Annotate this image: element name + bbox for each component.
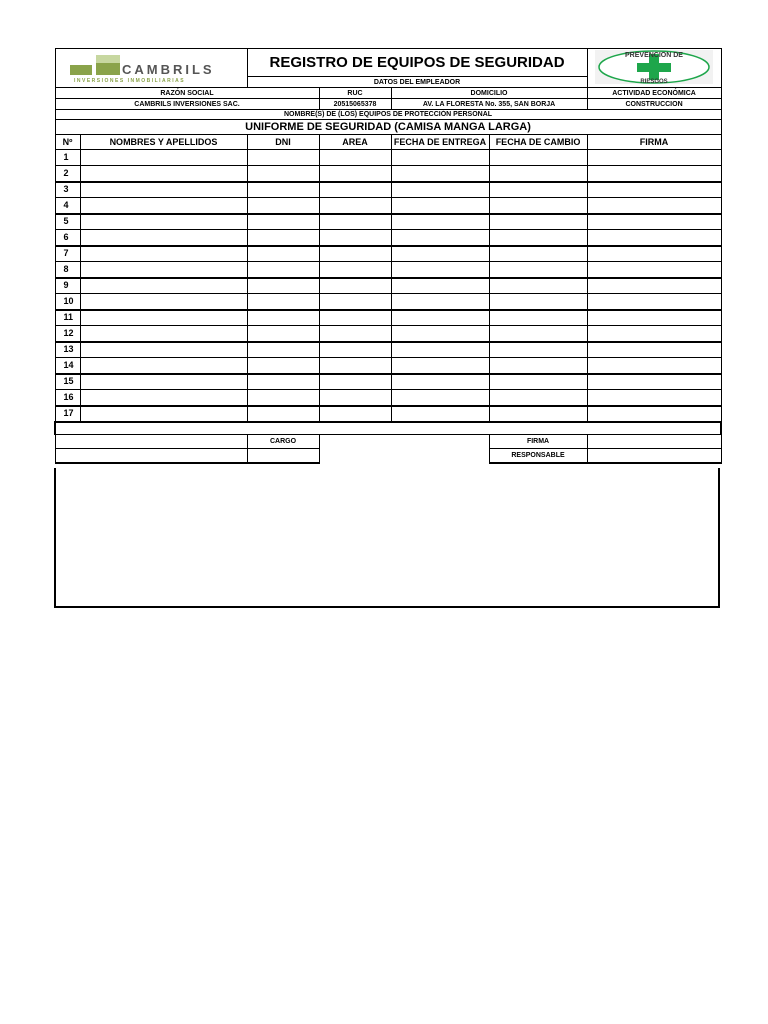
prevention-logo	[587, 49, 721, 88]
ruc-value: 20515065378	[319, 99, 391, 110]
cell-area[interactable]	[319, 246, 391, 262]
cell-area[interactable]	[319, 182, 391, 198]
signature-area-right-border	[718, 468, 720, 608]
company-logo	[55, 49, 247, 88]
row-number: 1	[55, 150, 80, 166]
cell-area[interactable]	[319, 294, 391, 310]
cell-nombres[interactable]	[80, 310, 247, 326]
footer-gap	[319, 435, 489, 449]
cell-firma[interactable]	[587, 150, 721, 166]
cell-fecha-cambio[interactable]	[489, 294, 587, 310]
row-number: 12	[55, 326, 80, 342]
spacer-row	[55, 422, 721, 435]
row-number: 5	[55, 214, 80, 230]
row-number: 10	[55, 294, 80, 310]
row-number: 14	[55, 358, 80, 374]
cell-area[interactable]	[319, 374, 391, 390]
cell-nombres[interactable]	[80, 374, 247, 390]
cell-fecha-entrega[interactable]	[391, 166, 489, 182]
row-number: 11	[55, 310, 80, 326]
table-row	[55, 246, 721, 262]
registro-sheet	[54, 48, 720, 464]
cell-fecha-cambio[interactable]	[489, 390, 587, 406]
cell-area[interactable]	[319, 262, 391, 278]
col-header-nombres: NOMBRES Y APELLIDOS	[80, 135, 247, 150]
razon-social-value: CAMBRILS INVERSIONES SAC.	[55, 99, 319, 110]
cell-fecha-cambio[interactable]	[489, 374, 587, 390]
cell-dni[interactable]	[247, 310, 319, 326]
cell-dni[interactable]	[247, 150, 319, 166]
cell-firma[interactable]	[587, 406, 721, 422]
table-row	[55, 326, 721, 342]
prevention-top-text: PREVENCION DE	[625, 52, 684, 59]
cell-fecha-cambio[interactable]	[489, 230, 587, 246]
cell-fecha-cambio[interactable]	[489, 246, 587, 262]
row-number: 17	[55, 406, 80, 422]
cell-dni[interactable]	[247, 390, 319, 406]
cell-nombres[interactable]	[80, 342, 247, 358]
cell-fecha-entrega[interactable]	[391, 406, 489, 422]
table-row	[55, 358, 721, 374]
cell-firma[interactable]	[587, 166, 721, 182]
footer-name-cell-2[interactable]	[55, 449, 247, 463]
cell-firma[interactable]	[587, 230, 721, 246]
cell-fecha-cambio[interactable]	[489, 166, 587, 182]
table-row	[55, 182, 721, 198]
cell-firma[interactable]	[587, 358, 721, 374]
actividad-header: ACTIVIDAD ECONÓMICA	[587, 88, 721, 99]
table-row	[55, 342, 721, 358]
cell-fecha-entrega[interactable]	[391, 326, 489, 342]
signature-area-bottom-border	[54, 606, 720, 608]
cell-fecha-cambio[interactable]	[489, 342, 587, 358]
cell-fecha-entrega[interactable]	[391, 262, 489, 278]
table-row	[55, 374, 721, 390]
cell-area[interactable]	[319, 406, 391, 422]
cell-fecha-entrega[interactable]	[391, 310, 489, 326]
cell-fecha-cambio[interactable]	[489, 262, 587, 278]
cell-fecha-entrega[interactable]	[391, 390, 489, 406]
cell-fecha-cambio[interactable]	[489, 150, 587, 166]
cell-dni[interactable]	[247, 214, 319, 230]
cell-fecha-entrega[interactable]	[391, 358, 489, 374]
cell-area[interactable]	[319, 326, 391, 342]
row-number: 2	[55, 166, 80, 182]
ruc-header: RUC	[319, 88, 391, 99]
cell-area[interactable]	[319, 230, 391, 246]
cell-dni[interactable]	[247, 166, 319, 182]
cell-nombres[interactable]	[80, 406, 247, 422]
cell-dni[interactable]	[247, 198, 319, 214]
cell-fecha-entrega[interactable]	[391, 230, 489, 246]
row-number: 15	[55, 374, 80, 390]
row-number: 3	[55, 182, 80, 198]
table-row	[55, 294, 721, 310]
table-row	[55, 198, 721, 214]
row-number: 8	[55, 262, 80, 278]
cell-firma[interactable]	[587, 390, 721, 406]
logo-name: CAMBRILS	[122, 62, 215, 77]
cell-area[interactable]	[319, 342, 391, 358]
signature-area	[54, 468, 720, 608]
col-header-firma: FIRMA	[587, 135, 721, 150]
row-number: 6	[55, 230, 80, 246]
domicilio-value: AV. LA FLORESTA No. 355, SAN BORJA	[391, 99, 587, 110]
cell-firma[interactable]	[587, 310, 721, 326]
cell-firma[interactable]	[587, 246, 721, 262]
table-row	[55, 150, 721, 166]
cell-nombres[interactable]	[80, 198, 247, 214]
cell-nombres[interactable]	[80, 214, 247, 230]
cell-nombres[interactable]	[80, 166, 247, 182]
cell-nombres[interactable]	[80, 294, 247, 310]
cell-firma[interactable]	[587, 326, 721, 342]
cell-dni[interactable]	[247, 406, 319, 422]
cell-nombres[interactable]	[80, 230, 247, 246]
cell-nombres[interactable]	[80, 262, 247, 278]
footer-cargo-name-cell[interactable]	[55, 435, 247, 449]
datos-empleador-label: DATOS DEL EMPLEADOR	[247, 77, 587, 88]
page-title: REGISTRO DE EQUIPOS DE SEGURIDAD	[247, 49, 587, 77]
prevention-bottom-text: RIESGOS	[640, 79, 668, 85]
actividad-value: CONSTRUCCION	[587, 99, 721, 110]
cell-area[interactable]	[319, 390, 391, 406]
cell-fecha-entrega[interactable]	[391, 246, 489, 262]
cell-fecha-entrega[interactable]	[391, 150, 489, 166]
cell-fecha-entrega[interactable]	[391, 294, 489, 310]
footer-firma-label: FIRMA	[489, 435, 587, 449]
cell-firma[interactable]	[587, 342, 721, 358]
razon-social-header: RAZÓN SOCIAL	[55, 88, 319, 99]
table-row	[55, 278, 721, 294]
cell-area[interactable]	[319, 214, 391, 230]
cell-dni[interactable]	[247, 374, 319, 390]
row-number: 4	[55, 198, 80, 214]
cell-fecha-entrega[interactable]	[391, 198, 489, 214]
cell-fecha-cambio[interactable]	[489, 326, 587, 342]
cell-fecha-cambio[interactable]	[489, 198, 587, 214]
footer-cargo-value-cell[interactable]	[247, 449, 319, 463]
col-header-num: Nº	[55, 135, 80, 150]
cell-fecha-entrega[interactable]	[391, 214, 489, 230]
cell-fecha-cambio[interactable]	[489, 310, 587, 326]
cell-nombres[interactable]	[80, 278, 247, 294]
cell-dni[interactable]	[247, 230, 319, 246]
footer-cargo-label: CARGO	[247, 435, 319, 449]
cell-nombres[interactable]	[80, 358, 247, 374]
cell-nombres[interactable]	[80, 182, 247, 198]
cell-area[interactable]	[319, 278, 391, 294]
row-number: 7	[55, 246, 80, 262]
cell-fecha-cambio[interactable]	[489, 214, 587, 230]
col-header-fecha-cambio: FECHA DE CAMBIO	[489, 135, 587, 150]
row-number: 16	[55, 390, 80, 406]
cell-dni[interactable]	[247, 326, 319, 342]
epp-name: UNIFORME DE SEGURIDAD (CAMISA MANGA LARGA)	[55, 120, 721, 135]
footer-gap-2	[319, 449, 489, 463]
cell-nombres[interactable]	[80, 390, 247, 406]
table-row	[55, 214, 721, 230]
cell-firma[interactable]	[587, 182, 721, 198]
cell-firma[interactable]	[587, 278, 721, 294]
table-row	[55, 166, 721, 182]
cell-firma[interactable]	[587, 214, 721, 230]
cell-fecha-cambio[interactable]	[489, 358, 587, 374]
footer-responsable-label: RESPONSABLE	[489, 449, 587, 463]
cell-dni[interactable]	[247, 358, 319, 374]
logo-tagline: INVERSIONES INMOBILIARIAS	[74, 78, 186, 84]
cell-fecha-entrega[interactable]	[391, 342, 489, 358]
table-row	[55, 310, 721, 326]
cell-fecha-entrega[interactable]	[391, 374, 489, 390]
table-row	[55, 390, 721, 406]
cell-fecha-entrega[interactable]	[391, 278, 489, 294]
col-header-fecha-entrega: FECHA DE ENTREGA	[391, 135, 489, 150]
row-number: 13	[55, 342, 80, 358]
cell-dni[interactable]	[247, 182, 319, 198]
cell-nombres[interactable]	[80, 150, 247, 166]
cell-dni[interactable]	[247, 342, 319, 358]
cell-area[interactable]	[319, 150, 391, 166]
table-row	[55, 406, 721, 422]
row-number: 9	[55, 278, 80, 294]
domicilio-header: DOMICILIO	[391, 88, 587, 99]
cell-area[interactable]	[319, 310, 391, 326]
cell-dni[interactable]	[247, 278, 319, 294]
cell-firma[interactable]	[587, 198, 721, 214]
cell-firma[interactable]	[587, 294, 721, 310]
cell-dni[interactable]	[247, 294, 319, 310]
signature-area-left-border	[54, 468, 56, 608]
footer-firma-cell[interactable]	[587, 435, 721, 449]
cambrils-logo-icon	[56, 49, 246, 85]
epp-label: NOMBRE(S) DE (LOS) EQUIPOS DE PROTECCIÓN PERSONAL	[55, 110, 721, 120]
table-row	[55, 262, 721, 278]
prevencion-riesgos-icon	[593, 49, 715, 85]
cell-fecha-entrega[interactable]	[391, 182, 489, 198]
cell-fecha-cambio[interactable]	[489, 182, 587, 198]
cell-dni[interactable]	[247, 262, 319, 278]
cell-fecha-cambio[interactable]	[489, 406, 587, 422]
cell-firma[interactable]	[587, 374, 721, 390]
cell-nombres[interactable]	[80, 326, 247, 342]
cell-area[interactable]	[319, 166, 391, 182]
footer-responsable-cell[interactable]	[587, 449, 721, 463]
cell-nombres[interactable]	[80, 246, 247, 262]
registro-table	[54, 48, 722, 464]
cell-fecha-cambio[interactable]	[489, 278, 587, 294]
cell-firma[interactable]	[587, 262, 721, 278]
cell-area[interactable]	[319, 358, 391, 374]
col-header-dni: DNI	[247, 135, 319, 150]
cell-dni[interactable]	[247, 246, 319, 262]
table-row	[55, 230, 721, 246]
col-header-area: AREA	[319, 135, 391, 150]
cell-area[interactable]	[319, 198, 391, 214]
